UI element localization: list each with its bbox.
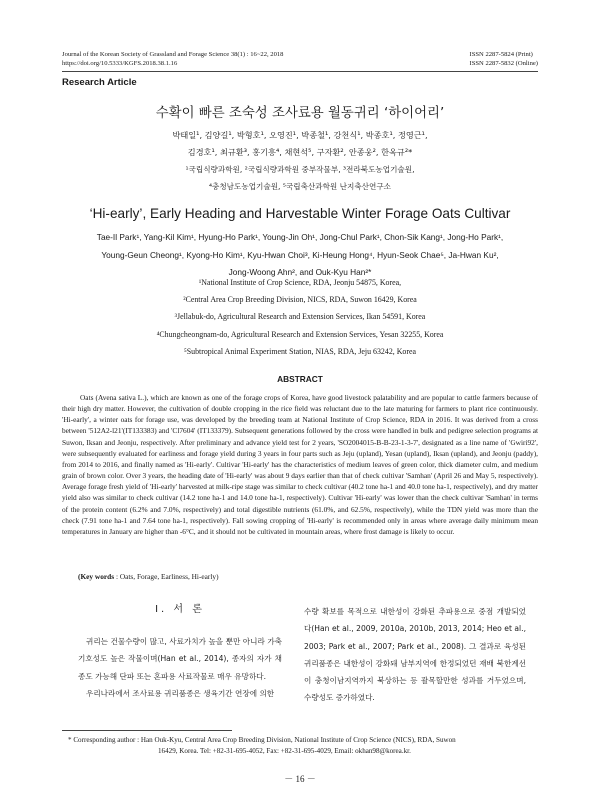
abstract-text: Oats (Avena sativa L.), which are known as one of the forage crops of Korea, have good livestock palatability and are popular to cattle farmers because of their high dry matter. However, the cultivation of double cropping in the rice field was reluctant due to the late maturing for farmers to plant rice continuously. 'Hi-early', a winter oats for forage use, was developed by the breeding team at National Institute of Crop Science, RDA in 2016. It was derived from a cross between '512A2-l21'(IT133383) and 'Cl7604' (IT133379). Subsequent generations followed by the cross were handled in bulk and pedigree selection programs at Suwon, Iksan and Jeonju, respectively. After preliminary and advance yield test for 2 years, 'SO2004015-B-B-23-1-3-7', designated as a line name of 'Gwiri92', were subsequently evaluated for earliness and forage yield during 3 years in four parts such as Jeju (upland), Yesan (upland), Iksan (upland), and Jeonju (paddy), from 2014 to 2016, and finally named as 'Hi-early'. Cultivar 'Hi-early' has the characteristics of medium leaves of green color, thick diameter culm, and medium grain of brown color. Over 3 years, the heading date of 'Hi-early' was about 9 days earlier than that of check cultivar 'Samhan' (April 26 and May 5, respectively). Average forage fresh yield of 'Hi-early' harvested at milk-ripe stage was similar to check cultivar (40.2 tone ha-1 and 40.0 tone ha-1, respectively), and dry matter yield also was similar to check cultivar (14.2 tone ha-1 and 14.0 tone ha-1, respectively). Cultivar 'Hi-early' was lower than the check cultivar 'Samhan' in terms of the protein content (6.2% and 7.0%, respectively) and total digestible nutrients (61.0%, and 62.5%, respectively), while the TDN yield was more than the check (7.91 tone ha-1 and 7.64 tone ha-1, respectively). Fall sowing cropping of 'Hi-early' is recommended only in areas where average daily minimum mean temperatures in January are higher than -6°C, and it should not be cultivated in mountain areas, where frost damage is likely to occur.	[62, 393, 538, 536]
affiliation-en-line: ¹National Institute of Crop Science, RDA, Jeonju 54875, Korea,	[198, 278, 402, 287]
intro-paragraph-continued: 수량 확보를 목적으로 내한성이 강화된 추파용으로 중점 개발되었다(Han et al., 2009, 2010a, 2010b, 2013, 2014; Heo et al., 2003; Park et al., 2007; Park et al., 2008). 그 결과로 육성된 귀리품종은 내한성이 강화돼 남부지역에 한정되었던 재배 북한계선이 충청이남지역까지 북상하는 등 괄목할만한 성과를 거두었으며, 수량성도 증가하였다.	[304, 607, 526, 703]
article-type-label: Research Article	[62, 77, 137, 88]
affiliations-korean	[0, 161, 600, 195]
keywords-list: : Oats, Forage, Earliness, Hi-early)	[115, 572, 219, 581]
issn-online: ISSN 2287-5832 (Online)	[469, 60, 538, 67]
authors-en-line: Tae-Il Park¹, Yang-Kil Kim¹, Hyung-Ho Park¹, Young-Jin Oh¹, Jong-Chul Park¹, Chon-Sik Kang¹, Jong-Ho Park¹,	[96, 232, 504, 242]
affiliation-ko-line: ⁴충청남도농업기술원, ⁵국립축산과학원 난지축산연구소	[208, 182, 392, 191]
affiliation-en-line: ⁴Chungcheongnam-do, Agricultural Research and Extension Services, Yesan 32255, Korea	[156, 329, 444, 339]
page-number: － 16 －	[284, 774, 316, 784]
affiliation-en-line: ⁵Subtropical Animal Experiment Station, NIAS, RDA, Jeju 63242, Korea	[184, 346, 416, 356]
keywords	[78, 572, 219, 581]
corresponding-author-footnote	[68, 735, 538, 756]
journal-header	[62, 50, 283, 68]
title-english: ‘Hi-early’, Early Heading and Harvestable Winter Forage Oats Cultivar	[89, 206, 511, 221]
abstract-heading: ABSTRACT	[277, 374, 323, 384]
intro-paragraph: 귀리는 건물수량이 많고, 사료가치가 높을 뿐만 아니라 가축 기호성도 높은 작물이며(Han et al., 2014), 종자의 자가 채종도 가능해 단파 또는 혼파용 사료작물로 매우 유망하다.	[78, 637, 282, 681]
title-korean: 수확이 빠른 조숙성 조사료용 월동귀리 ‘하이어리’	[155, 106, 445, 121]
footnote-line: * Corresponding author : Han Ouk-Kyu, Central Area Crop Breeding Division, National Institute of Crop Science (NICS), RDA, Suwon	[68, 736, 456, 744]
affiliation-en-line: ³Jellabuk-do, Agricultural Research and Extension Services, Ikan 54591, Korea	[174, 312, 426, 322]
authors-korean	[0, 127, 600, 144]
journal-citation: Journal of the Korean Society of Grassland and Forage Science 38(1) : 16~22, 2018	[62, 51, 284, 58]
authors-ko-line: 김경호¹, 최규환³, 홍기흥⁴, 채현석⁵, 구자환², 안종웅², 한옥규²*	[187, 147, 413, 157]
authors-korean-cont	[0, 144, 600, 161]
authors-ko-line: 박태일¹, 김양길¹, 박형호¹, 오영진¹, 박종철¹, 강천식¹, 박종호¹, 정영근¹,	[172, 130, 428, 140]
affiliations-english	[0, 274, 600, 360]
footnote-line: 16429, Korea. Tel: +82-31-695-4052, Fax: +82-31-695-4029, Email: okhan98@korea.kr.	[158, 746, 411, 755]
right-column	[304, 603, 526, 707]
section-heading-introduction: I. 서 론	[155, 604, 205, 615]
affiliation-en-line: ²Central Area Crop Breeding Division, NICS, RDA, Suwon 16429, Korea	[183, 295, 417, 305]
keywords-label: (Key words	[78, 572, 115, 581]
footnote-divider	[62, 730, 232, 731]
doi-link[interactable]: https://doi.org/10.5333/KGFS.2018.38.1.16	[62, 60, 178, 67]
affiliation-ko-line: ¹국립식량과학원, ²국립식량과학원 중부작물부, ³전라북도농업기술원,	[185, 165, 415, 174]
authors-en-line: Young-Geun Cheong¹, Kyong-Ho Kim¹, Kyu-Hwan Choi³, Ki-Heung Hong⁴, Hyun-Seok Chae⁵, Ja-Hwan Ku²,	[101, 249, 499, 260]
left-column	[78, 600, 282, 702]
header-divider	[62, 71, 538, 72]
intro-paragraph: 우리나라에서 조사료용 귀리품종은 생육기간 연장에 의한	[86, 688, 275, 698]
authors-en-line: Jong-Woong Ahn², and Ouk-Kyu Han²*	[228, 267, 372, 277]
issn-print: ISSN 2287-5824 (Print)	[469, 51, 533, 58]
issn-block	[470, 50, 539, 68]
